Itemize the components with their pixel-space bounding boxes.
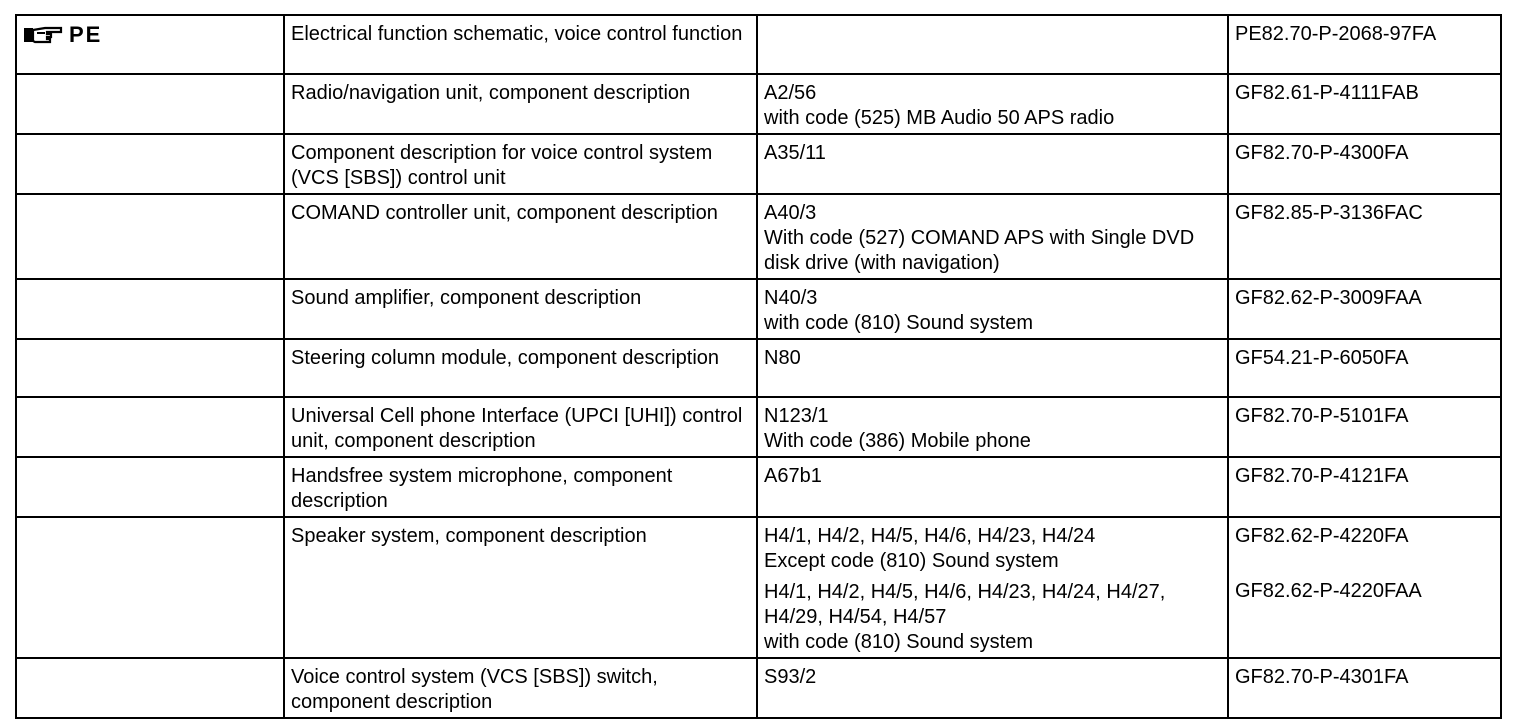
table-row <box>16 457 1501 517</box>
document-link[interactable]: GF82.85-P-3136FAC <box>1235 202 1423 224</box>
document-cell[interactable] <box>1228 339 1501 397</box>
component-condition: With code (386) Mobile phone <box>764 430 1031 452</box>
component-cell <box>757 658 1228 718</box>
description-cell: Universal Cell phone Interface (UPCI [UHI]) control unit, component description <box>284 397 757 457</box>
document-cell[interactable] <box>1228 279 1501 339</box>
component-cell <box>757 74 1228 134</box>
component-cell <box>757 194 1228 279</box>
component-id: A67b1 <box>764 465 822 487</box>
description-cell: Electrical function schematic, voice control function <box>284 15 757 74</box>
table-row <box>16 339 1501 397</box>
component-id: N123/1 <box>764 405 829 427</box>
component-cell <box>757 457 1228 517</box>
component-id: S93/2 <box>764 666 817 688</box>
component-condition-b: with code (810) Sound system <box>764 631 1034 653</box>
document-cell[interactable] <box>1228 397 1501 457</box>
pointing-hand-icon <box>23 24 63 46</box>
table-row <box>16 74 1501 134</box>
component-id: N40/3 <box>764 287 818 309</box>
document-cell[interactable] <box>1228 517 1501 658</box>
document-cell[interactable] <box>1228 658 1501 718</box>
pe-marker-cell <box>16 15 284 74</box>
empty-cell <box>16 194 284 279</box>
component-id: A40/3 <box>764 202 817 224</box>
document-link[interactable]: GF82.70-P-4301FA <box>1235 666 1409 688</box>
table-row <box>16 194 1501 279</box>
document-cell[interactable] <box>1228 74 1501 134</box>
document-link[interactable]: GF54.21-P-6050FA <box>1235 347 1409 369</box>
description-cell: Speaker system, component description <box>284 517 757 658</box>
table-row <box>16 134 1501 194</box>
document-link[interactable]: GF82.62-P-4220FA <box>1235 525 1409 547</box>
component-cell <box>757 15 1228 74</box>
document-link[interactable]: GF82.62-P-4220FAA <box>1235 580 1422 602</box>
empty-cell <box>16 397 284 457</box>
component-condition-a: Except code (810) Sound system <box>764 550 1059 572</box>
document-cell[interactable] <box>1228 134 1501 194</box>
document-cell[interactable] <box>1228 194 1501 279</box>
description-cell: Sound amplifier, component description <box>284 279 757 339</box>
component-condition: with code (810) Sound system <box>764 312 1034 334</box>
empty-cell <box>16 658 284 718</box>
document-link[interactable]: PE82.70-P-2068-97FA <box>1235 23 1437 45</box>
component-cell <box>757 279 1228 339</box>
component-ids-a: H4/1, H4/2, H4/5, H4/6, H4/23, H4/24 <box>764 525 1096 547</box>
table-row <box>16 658 1501 718</box>
document-link[interactable]: GF82.62-P-3009FAA <box>1235 287 1422 309</box>
component-condition: With code (527) COMAND APS with Single DVD disk drive (with navigation) <box>764 227 1195 274</box>
component-id: N80 <box>764 347 801 369</box>
component-cell <box>757 339 1228 397</box>
empty-cell <box>16 517 284 658</box>
description-cell: Component description for voice control system (VCS [SBS]) control unit <box>284 134 757 194</box>
document-cell[interactable] <box>1228 15 1501 74</box>
component-cell <box>757 134 1228 194</box>
component-id: A35/11 <box>764 142 826 164</box>
table-row <box>16 517 1501 658</box>
document-link[interactable]: GF82.61-P-4111FAB <box>1235 82 1419 104</box>
pe-label: PE <box>69 22 103 47</box>
document-link[interactable]: GF82.70-P-5101FA <box>1235 405 1409 427</box>
component-id: A2/56 <box>764 82 817 104</box>
empty-cell <box>16 279 284 339</box>
description-cell: Voice control system (VCS [SBS]) switch, component description <box>284 658 757 718</box>
description-cell: Steering column module, component description <box>284 339 757 397</box>
description-cell: COMAND controller unit, component description <box>284 194 757 279</box>
component-cell <box>757 517 1228 658</box>
table-row <box>16 279 1501 339</box>
document-link[interactable]: GF82.70-P-4121FA <box>1235 465 1409 487</box>
component-condition: with code (525) MB Audio 50 APS radio <box>764 107 1115 129</box>
table-row <box>16 15 1501 74</box>
empty-cell <box>16 134 284 194</box>
component-cell <box>757 397 1228 457</box>
description-cell: Handsfree system microphone, component description <box>284 457 757 517</box>
reference-table <box>15 14 1502 719</box>
empty-cell <box>16 457 284 517</box>
table-row <box>16 397 1501 457</box>
description-cell: Radio/navigation unit, component description <box>284 74 757 134</box>
empty-cell <box>16 74 284 134</box>
document-link[interactable]: GF82.70-P-4300FA <box>1235 142 1409 164</box>
document-cell[interactable] <box>1228 457 1501 517</box>
empty-cell <box>16 339 284 397</box>
component-ids-b: H4/1, H4/2, H4/5, H4/6, H4/23, H4/24, H4/27, H4/29, H4/54, H4/57 <box>764 581 1166 628</box>
